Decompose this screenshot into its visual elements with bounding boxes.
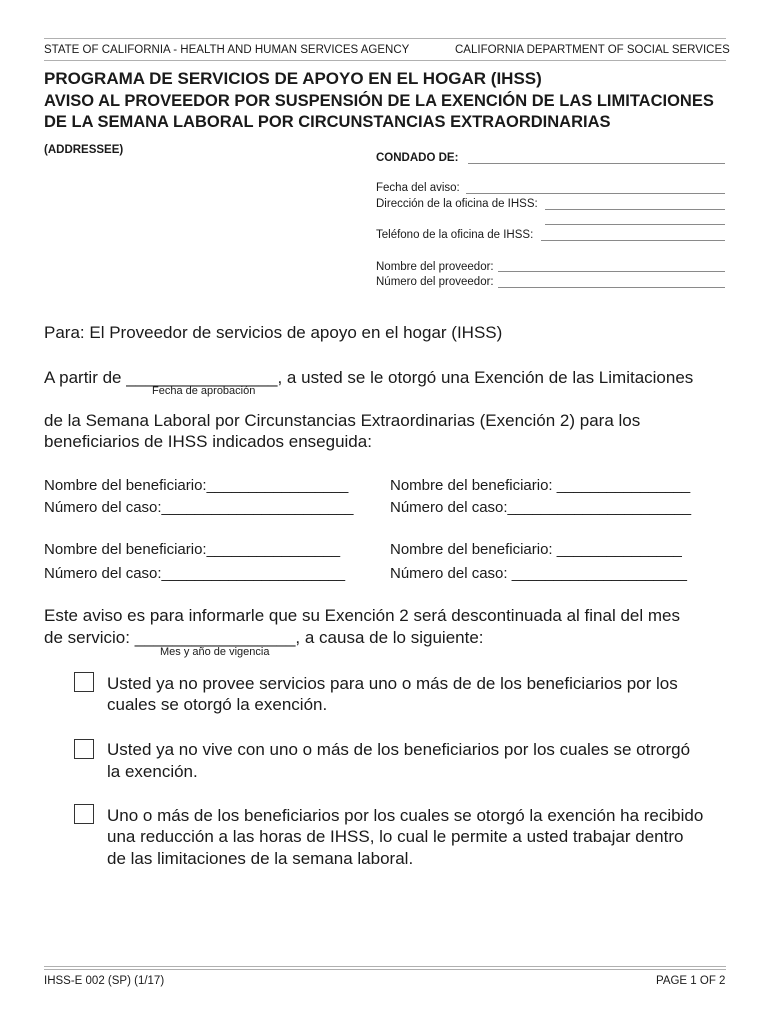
reason-1-checkbox[interactable] <box>74 672 94 692</box>
reason-1-line1: Usted ya no provee servicios para uno o más de de los beneficiarios por los <box>107 674 678 693</box>
reason-2-line2: la exención. <box>107 762 198 781</box>
office-address-label: Dirección de la oficina de IHSS: <box>376 198 538 210</box>
reason-2-line1: Usted ya no vive con uno o más de los beneficiarios por los cuales se otrorgó <box>107 740 691 759</box>
office-address-field-2[interactable] <box>545 224 725 225</box>
provider-number-field[interactable] <box>498 287 725 288</box>
agency-header: STATE OF CALIFORNIA - HEALTH AND HUMAN SERVICES AGENCY <box>44 44 410 56</box>
beneficiary-3-case: Número del caso:______________________ <box>44 565 346 582</box>
top-rule <box>44 38 726 39</box>
beneficiary-3-name: Nombre del beneficiario:________________ <box>44 541 341 558</box>
provider-name-field[interactable] <box>498 271 725 272</box>
office-phone-label: Teléfono de la oficina de IHSS: <box>376 229 534 241</box>
beneficiary-4-case: Número del caso: _____________________ <box>390 565 687 582</box>
footer-rule <box>44 966 726 967</box>
page-number: PAGE 1 OF 2 <box>656 975 726 987</box>
reason-2-checkbox[interactable] <box>74 739 94 759</box>
intro-line3: beneficiarios de IHSS indicados enseguida: <box>44 432 372 451</box>
office-address-field[interactable] <box>545 209 725 210</box>
notice-title-line2: DE LA SEMANA LABORAL POR CIRCUNSTANCIAS EXTRAORDINARIAS <box>44 113 611 131</box>
county-field[interactable] <box>468 163 725 164</box>
reason-3-line2: una reducción a las horas de IHSS, lo cual le permite a usted trabajar dentro <box>107 827 684 846</box>
reason-3-line3: de las limitaciones de la semana laboral. <box>107 849 414 868</box>
approval-date-sentence: A partir de ________________, a usted se le otorgó una Exención de las Limitaciones <box>44 368 694 387</box>
effective-month-caption: Mes y año de vigencia <box>160 646 270 658</box>
header-rule <box>44 60 726 61</box>
beneficiary-2-name: Nombre del beneficiario: ________________ <box>390 477 691 494</box>
notice-line1: Este aviso es para informarle que su Exención 2 será descontinuada al final del mes <box>44 606 680 625</box>
notice-date-field[interactable] <box>466 193 725 194</box>
beneficiary-1-name: Nombre del beneficiario:_________________ <box>44 477 349 494</box>
program-title: PROGRAMA DE SERVICIOS DE APOYO EN EL HOGAR (IHSS) <box>44 69 542 88</box>
approval-date-caption: Fecha de aprobación <box>152 385 256 397</box>
department-header: CALIFORNIA DEPARTMENT OF SOCIAL SERVICES <box>455 44 730 56</box>
county-label: CONDADO DE: <box>376 152 459 164</box>
footer-rule-2 <box>44 969 726 970</box>
intro-line2: de la Semana Laboral por Circunstancias Extraordinarias (Exención 2) para los <box>44 411 641 430</box>
provider-name-label: Nombre del proveedor: <box>376 261 494 273</box>
reason-3-checkbox[interactable] <box>74 804 94 824</box>
reason-1-line2: cuales se otorgó la exención. <box>107 695 328 714</box>
notice-line2: de servicio: _________________, a causa de lo siguiente: <box>44 628 484 647</box>
notice-title-line1: AVISO AL PROVEEDOR POR SUSPENSIÓN DE LA EXENCIÓN DE LAS LIMITACIONES <box>44 92 714 110</box>
provider-number-label: Número del proveedor: <box>376 276 494 288</box>
beneficiary-1-case: Número del caso:_______________________ <box>44 499 354 516</box>
reason-3-line1: Uno o más de los beneficiarios por los cuales se otorgó la exención ha recibido <box>107 806 704 825</box>
form-id: IHSS-E 002 (SP) (1/17) <box>44 975 165 987</box>
to-line: Para: El Proveedor de servicios de apoyo en el hogar (IHSS) <box>44 323 503 342</box>
office-phone-field[interactable] <box>541 240 725 241</box>
addressee: (ADDRESSEE) <box>44 144 124 156</box>
notice-date-label: Fecha del aviso: <box>376 182 460 194</box>
beneficiary-2-case: Número del caso:______________________ <box>390 499 692 516</box>
beneficiary-4-name: Nombre del beneficiario: _______________ <box>390 541 682 558</box>
